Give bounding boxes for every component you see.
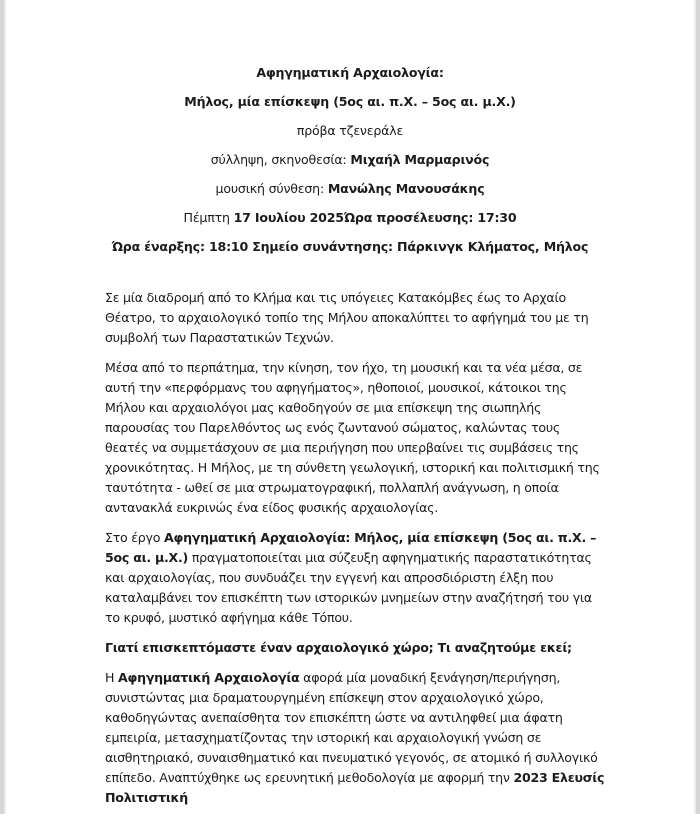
paragraph-na-bold: Αφηγηματική Αρχαιολογία <box>118 670 300 685</box>
paragraph-na-end: 2023 Ελευσίς Πολιτιστική <box>105 770 605 805</box>
document-title: Αφηγηματική Αρχαιολογία: <box>256 65 444 80</box>
arrival-time: Ώρα προσέλευσης: 17:30 <box>343 210 517 225</box>
paragraph-work-title: Αφηγηματική Αρχαιολογία: Μήλος, μία επίσκεψη (5ος αι. π.Χ. – 5ος αι. μ.Χ.) <box>105 530 597 565</box>
paragraph-work-start: Στο έργο <box>105 530 161 545</box>
paragraph-performance: Μέσα από το περπάτημα, την κίνηση, τον ήχο, τη μουσική και τα νέα μέσα, σε αυτή την «περφόρμανς του αφηγήματος», ηθοποιοί, μουσικοί, κάτοικοι της Μήλου και αρχαιολόγοι μας καθοδηγούν σε μια επίσκεψη της σιωπηλής παρουσίας του Παρελθόντος ως ενός ζωντανού σώματος, καλώντας τους θεατές να συμμετάσχουν σε μια περιήγηση που υπερβαίνει τις συμβάσεις της χρονικότητας. Η Μήλος, με τη σύνθετη γεωλογική, ιστορική και πολιτισμική της ταυτότητα - ωθεί σε μια στρωματογραφική, πολλαπλή ανάγνωση, η οποία αντανακλά ευκρινώς ένα είδος φυσικής αρχαιολογίας. <box>105 360 600 515</box>
event-type: πρόβα τζενεράλε <box>296 123 404 138</box>
event-date-line <box>0 203 700 232</box>
music-label: μουσική σύνθεση: <box>215 181 324 196</box>
paragraph-na-rest: αφορά μία μοναδική ξενάγηση/περιήγηση, συνιστώντας μια δραματουργημένη επίσκεψη στον αρχαιολογικό χώρο, καθοδηγώντας ανεπαίσθητα τον επισκέπτη ώστε να αντιληφθεί μια άφατη εμπειρία, μετασχηματίζοντας την ιστορική και αρχαιολογική γνώση σε αισθητηριακό, συναισθηματικό και πνευματικό γεγονός, σε ατομικό ή συλλογικό επίπεδο. Αναπτύχθηκε ως ερευνητική μεθοδολογία με αφορμή την <box>105 670 598 785</box>
music-credit <box>0 174 700 203</box>
document-header <box>0 58 700 261</box>
direction-credit <box>0 145 700 174</box>
composer-name: Μανώλης Μανουσάκης <box>327 181 485 196</box>
paragraph-na-start: Η <box>105 670 115 685</box>
event-date: 17 Ιουλίου 2025 <box>233 210 344 225</box>
director-name: Μιχαήλ Μαρμαρινός <box>350 152 490 167</box>
event-day: Πέμπτη <box>183 210 230 225</box>
paragraph-work <box>105 528 605 628</box>
start-and-meeting-point: Ώρα έναρξης: 18:10 Σημείο συνάντησης: Πάρκινγκ Κλήματος, Μήλος <box>111 239 589 254</box>
section-question: Γιατί επισκεπτόμαστε έναν αρχαιολογικό χώρο; Τι αναζητούμε εκεί; <box>105 640 572 655</box>
document-subtitle: Μήλος, μία επίσκεψη (5ος αι. π.Χ. – 5ος αι. μ.Χ.) <box>184 94 516 109</box>
paragraph-narrative-archaeology <box>105 668 605 808</box>
document-body <box>105 288 605 818</box>
paragraph-intro: Σε μία διαδρομή από το Κλήμα και τις υπόγειες Κατακόμβες έως το Αρχαίο Θέατρο, το αρχαιολογικό τοπίο της Μήλου αποκαλύπτει το αφήγημά του με τη συμβολή των Παραστατικών Τεχνών. <box>105 290 589 345</box>
direction-label: σύλληψη, σκηνοθεσία: <box>210 152 347 167</box>
paragraph-work-rest: πραγματοποιείται μια σύζευξη αφηγηματικής παραστατικότητας και αρχαιολογίας, που συνδυάζει την εγγενή και απροσδιόριστη έλξη που καταλαμβάνει τον επισκέπτη των ιστορικών μνημείων στην αναζήτησή του για το κρυφό, μυστικό αφήγημα κάθε Τόπου. <box>105 550 592 625</box>
